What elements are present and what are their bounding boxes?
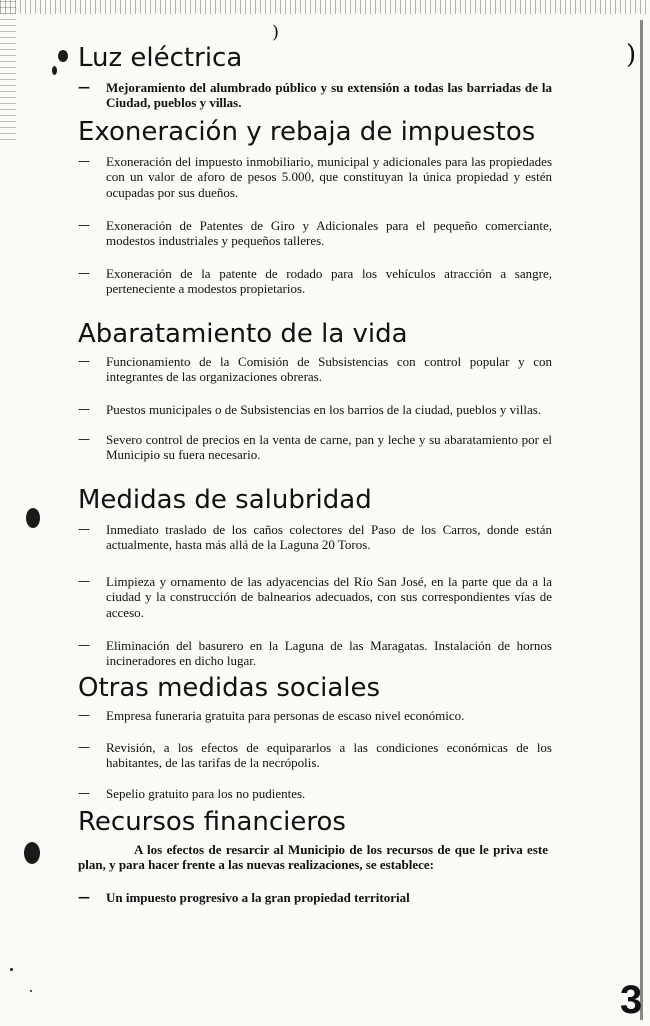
scan-noise-top	[0, 0, 650, 14]
list-item: — Exoneración del impuesto inmobiliario, municipal y adicionales para las propiedades con un valor de aforo de pesos 5.000, que constituyan la única propiedad y estén ocupadas por sus dueños.	[106, 154, 552, 200]
page-number: 3	[620, 978, 643, 1022]
section-heading-salubridad: Medidas de salubridad	[78, 485, 372, 515]
list-item: — Exoneración de Patentes de Giro y Adicionales para el pequeño comerciante, modestos industriales y pequeños talleres.	[106, 218, 552, 249]
intro-paragraph: A los efectos de resarcir al Municipio de los recursos de que le priva este plan, y para hacer frente a las nuevas realizaciones, se establece:	[78, 842, 548, 873]
list-item: — Empresa funeraria gratuita para personas de escaso nivel económico.	[106, 708, 552, 723]
section-heading-otras-medidas: Otras medidas sociales	[78, 673, 381, 703]
list-item: — Severo control de precios en la venta de carne, pan y leche y su abaratamiento por el Municipio su fuera necesario.	[106, 432, 552, 463]
list-item: — Exoneración de la patente de rodado para los vehículos atracción a sangre, perteneciente a modestos propietarios.	[106, 266, 552, 297]
list-item: — Eliminación del basurero en la Laguna de las Maragatas. Instalación de hornos incineradores en dicho lugar.	[106, 638, 552, 669]
scan-noise-left	[0, 0, 16, 140]
ink-speck	[10, 968, 13, 971]
list-item: — Inmediato traslado de los caños colectores del Paso de los Carros, donde están actualmente, hasta más allá de la Laguna 20 Toros.	[106, 522, 552, 553]
page-edge-line	[640, 20, 643, 1020]
list-item: — Puestos municipales o de Subsistencias en los barrios de la ciudad, pueblos y villas.	[106, 402, 552, 417]
margin-mark: )	[272, 22, 280, 43]
list-item: — Revisión, a los efectos de equipararlos a las condiciones económicas de los habitantes, de las tarifas de la necrópolis.	[106, 740, 552, 771]
ink-speck	[52, 66, 57, 75]
list-item: — Sepelio gratuito para los no pudientes.	[106, 786, 552, 801]
ink-speck	[58, 50, 68, 62]
section-heading-luz-electrica: Luz eléctrica	[78, 43, 243, 73]
ink-speck	[30, 990, 32, 992]
section-heading-exoneracion: Exoneración y rebaja de impuestos	[78, 117, 536, 147]
section-heading-recursos: Recursos financieros	[78, 807, 346, 837]
ink-speck	[24, 842, 40, 864]
list-item: — Un impuesto progresivo a la gran propiedad territorial	[106, 890, 552, 905]
list-item: — Limpieza y ornamento de las adyacencias del Río San José, en la parte que da a la ciudad y la construcción de balnearios adecuados, con sus correspondientes vías de acceso.	[106, 574, 552, 620]
section-heading-abaratamiento: Abaratamiento de la vida	[78, 319, 408, 349]
margin-mark: )	[626, 40, 637, 70]
list-item: — Mejoramiento del alumbrado público y su extensión a todas las barriadas de la Ciudad, pueblos y villas.	[106, 80, 552, 111]
ink-speck	[26, 508, 40, 528]
list-item: — Funcionamiento de la Comisión de Subsistencias con control popular y con integrantes de las organizaciones obreras.	[106, 354, 552, 385]
